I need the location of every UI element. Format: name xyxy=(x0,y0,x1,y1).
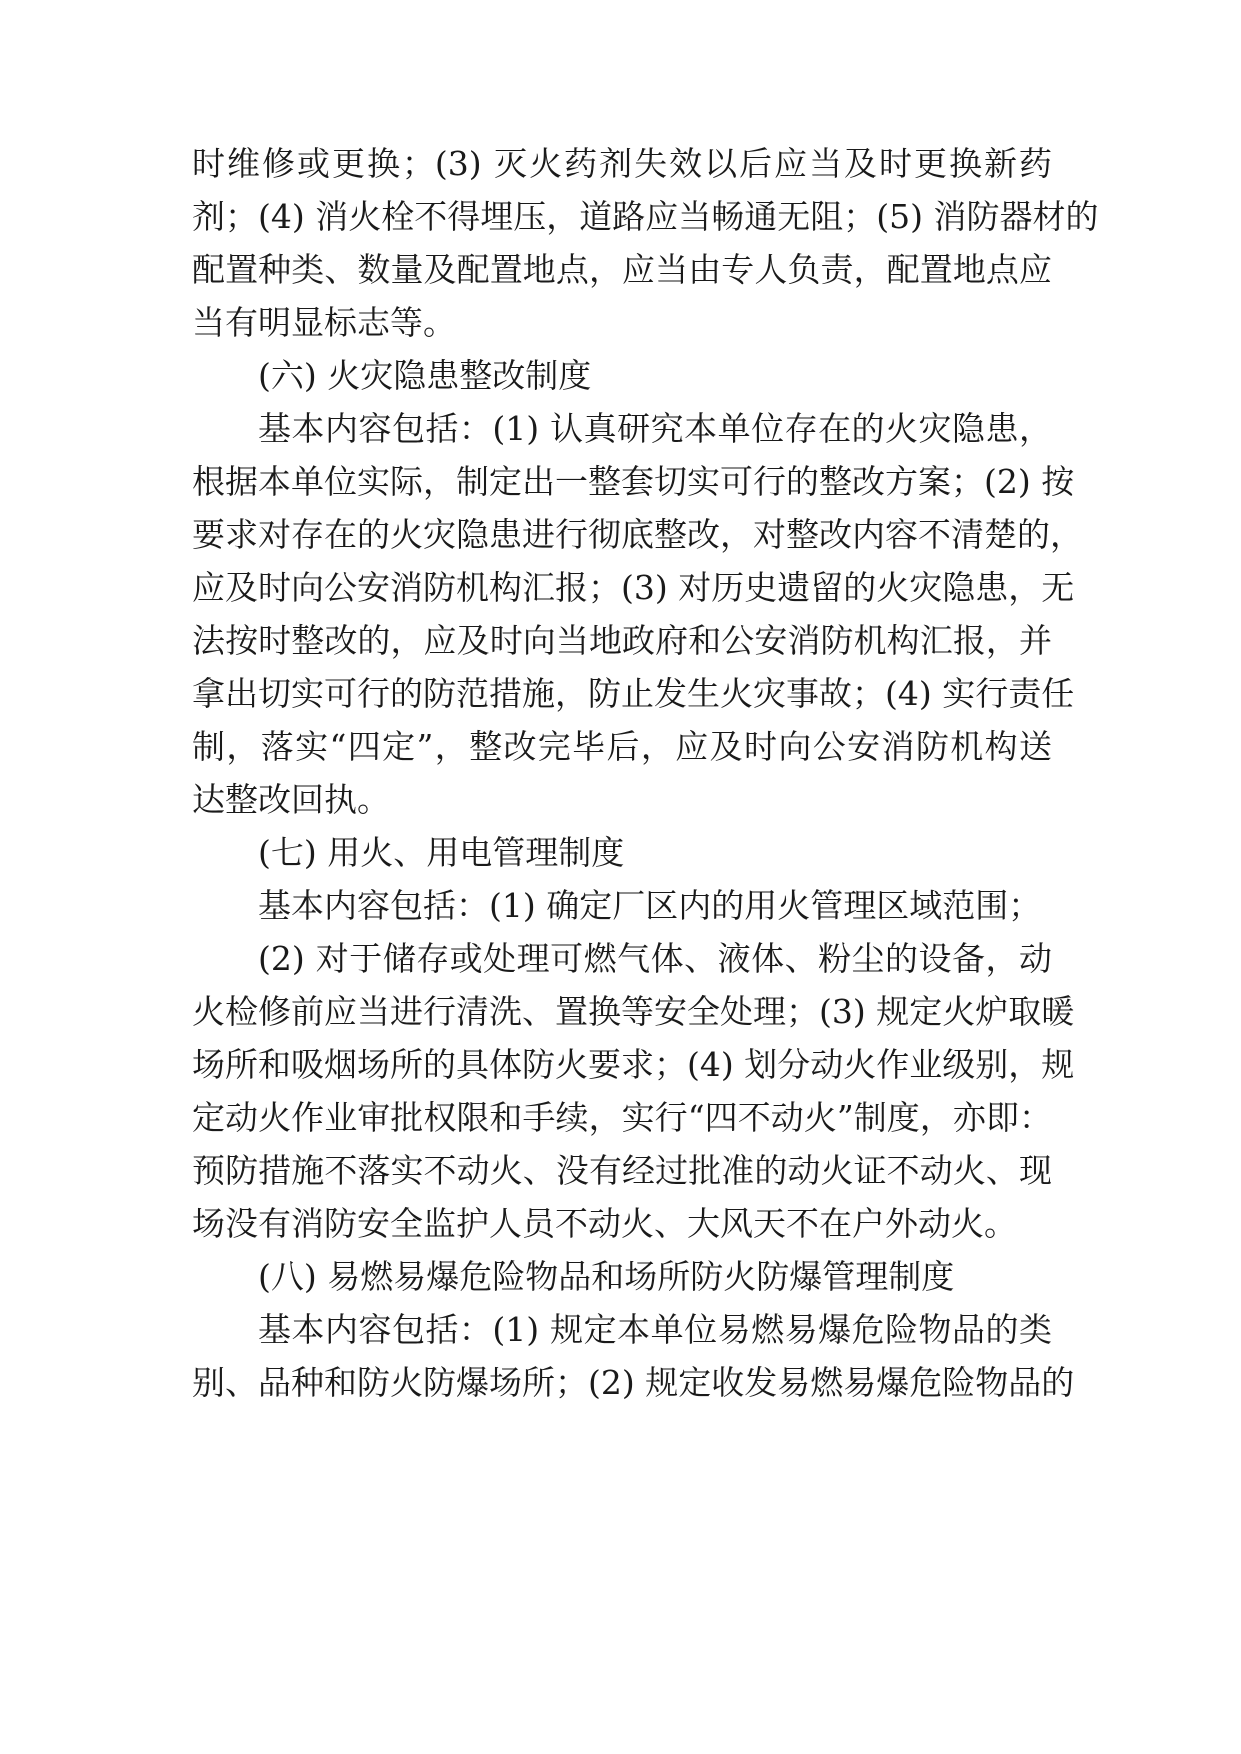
paragraph-line: 别、品种和防火防爆场所；(2) 规定收发易燃易爆危险物品的 xyxy=(192,1363,1075,1402)
paragraph-line: 基本内容包括：(1) 规定本单位易燃易爆危险物品的类 xyxy=(258,1310,1052,1349)
paragraph-line: 预防措施不落实不动火、没有经过批准的动火证不动火、现 xyxy=(192,1151,1052,1190)
paragraph-line: (2) 对于储存或处理可燃气体、液体、粉尘的设备，动 xyxy=(258,939,1052,978)
section-heading-7: (七) 用火、用电管理制度 xyxy=(258,833,625,872)
paragraph-line: 应及时向公安消防机构汇报；(3) 对历史遗留的火灾隐患，无 xyxy=(192,568,1075,607)
paragraph-line: 剂；(4) 消火栓不得埋压，道路应当畅通无阻；(5) 消防器材的 xyxy=(192,197,1099,236)
paragraph-line: 基本内容包括：(1) 确定厂区内的用火管理区域范围； xyxy=(258,886,1042,925)
paragraph-line: 要求对存在的火灾隐患进行彻底整改，对整改内容不清楚的， xyxy=(192,515,1083,554)
paragraph-line: 拿出切实可行的防范措施，防止发生火灾事故；(4) 实行责任 xyxy=(192,674,1075,713)
paragraph-line: 火检修前应当进行清洗、置换等安全处理；(3) 规定火炉取暖 xyxy=(192,992,1075,1031)
paragraph-line: 法按时整改的，应及时向当地政府和公安消防机构汇报，并 xyxy=(192,621,1052,660)
paragraph-line: 时维修或更换；(3) 灭火药剂失效以后应当及时更换新药 xyxy=(192,144,1052,183)
paragraph-line: 基本内容包括：(1) 认真研究本单位存在的火灾隐患， xyxy=(258,409,1052,448)
section-heading-8: (八) 易燃易爆危险物品和场所防火防爆管理制度 xyxy=(258,1257,955,1296)
section-heading-6: (六) 火灾隐患整改制度 xyxy=(258,356,592,395)
paragraph-line: 制，落实“四定”，整改完毕后，应及时向公安消防机构送 xyxy=(192,727,1052,766)
paragraph-line: 配置种类、数量及配置地点，应当由专人负责，配置地点应 xyxy=(192,250,1052,289)
paragraph-line: 定动火作业审批权限和手续，实行“四不动火”制度，亦即： xyxy=(192,1098,1052,1137)
paragraph-line: 达整改回执。 xyxy=(192,780,390,819)
paragraph-line: 根据本单位实际，制定出一整套切实可行的整改方案；(2) 按 xyxy=(192,462,1075,501)
paragraph-line: 场没有消防安全监护人员不动火、大风天不在户外动火。 xyxy=(192,1204,1017,1243)
paragraph-line: 场所和吸烟场所的具体防火要求；(4) 划分动火作业级别，规 xyxy=(192,1045,1075,1084)
paragraph-line: 当有明显标志等。 xyxy=(192,303,456,342)
